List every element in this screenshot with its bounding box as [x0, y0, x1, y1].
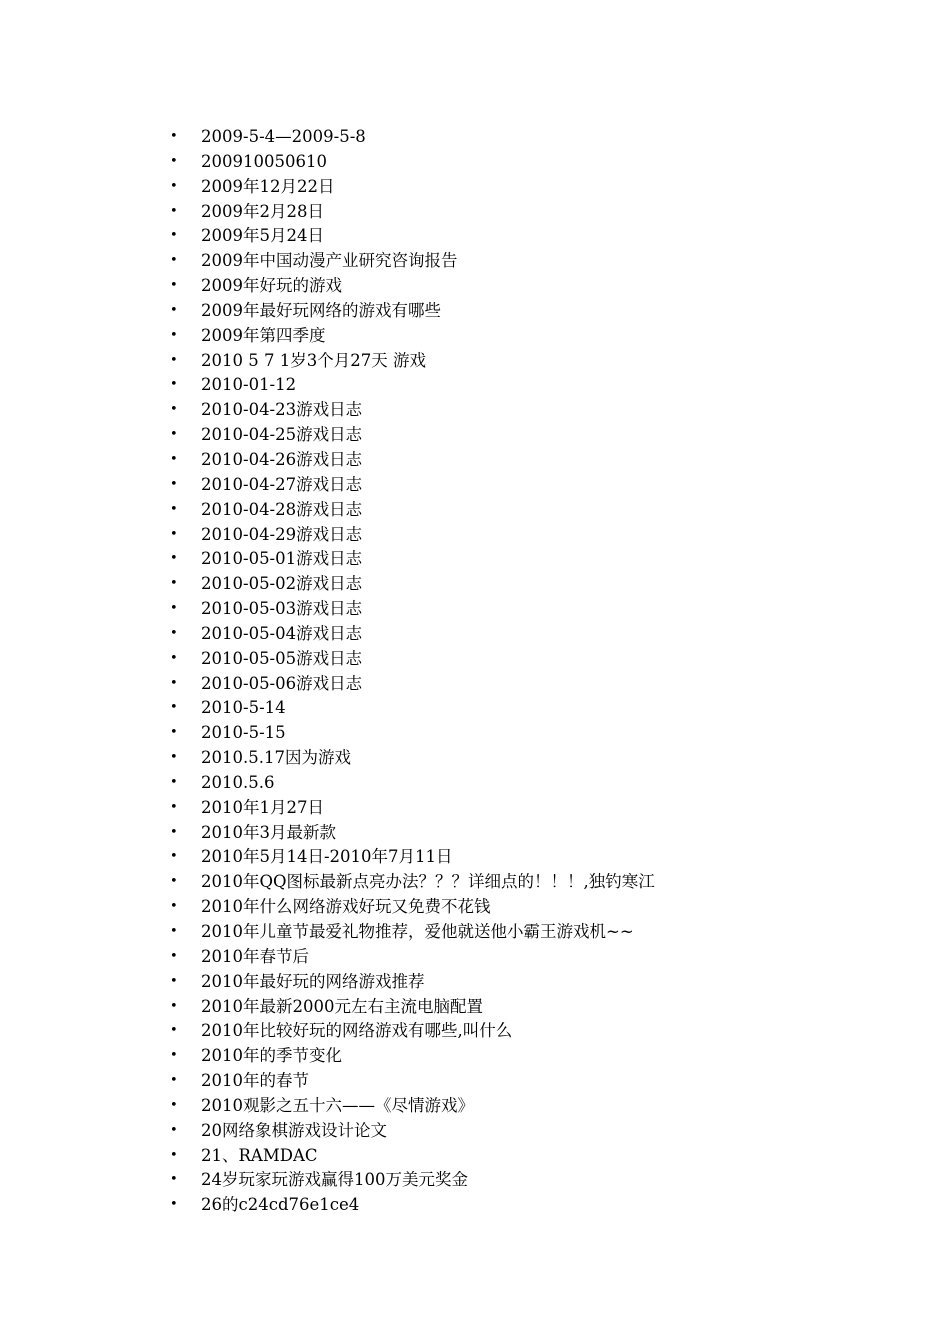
- bullet-icon: •: [170, 129, 178, 144]
- bullet-icon: •: [170, 1023, 178, 1039]
- list-item-text: 2010.5.6: [201, 772, 275, 792]
- bullet-icon: •: [170, 799, 178, 815]
- list-item-text: 2010年儿童节最爱礼物推荐，爱他就送他小霸王游戏机~~: [201, 922, 634, 941]
- list-item: [168, 498, 888, 523]
- bullet-icon: •: [170, 1097, 178, 1113]
- bullet-icon: •: [170, 501, 178, 517]
- list-item: [168, 373, 888, 398]
- list-item-text: 2010 5 7 1岁3个月27天 游戏: [201, 350, 426, 370]
- list-item-text: 2009年5月24日: [201, 226, 324, 246]
- bullet-icon: •: [170, 302, 178, 318]
- bullet-icon: •: [170, 178, 178, 194]
- bullet-icon: •: [170, 228, 178, 244]
- list-item-text: 2010年什么网络游戏好玩又免费不花钱: [201, 897, 491, 917]
- list-item: [168, 200, 888, 225]
- bullet-icon: •: [170, 625, 178, 641]
- list-item-text: 2009年12月22日: [201, 176, 335, 196]
- list-item-text: 2009年最好玩网络的游戏有哪些: [201, 300, 441, 320]
- list-item-text: 2010-04-23游戏日志: [201, 400, 363, 420]
- bullet-icon: •: [170, 203, 178, 219]
- list-item-text: 2009-5-4—2009-5-8: [201, 127, 366, 146]
- bullet-icon: •: [170, 1048, 178, 1064]
- bullet-icon: •: [170, 650, 178, 666]
- list-item: [168, 150, 888, 175]
- list-item: [168, 547, 888, 572]
- list-item: [168, 448, 888, 473]
- bullet-icon: •: [170, 924, 178, 939]
- bullet-icon: •: [170, 824, 178, 840]
- bullet-icon: •: [170, 899, 178, 915]
- bullet-icon: •: [170, 725, 178, 741]
- list-item: [168, 622, 888, 647]
- list-item-text: 2010-04-27游戏日志: [201, 474, 363, 494]
- list-item-text: 2010年3月最新款: [201, 822, 336, 842]
- list-item: [168, 945, 888, 970]
- bullet-icon: •: [170, 377, 178, 393]
- bullet-icon: •: [170, 601, 178, 617]
- list-item-text: 2010年最好玩的网络游戏推荐: [201, 971, 425, 991]
- list-item: [168, 845, 888, 870]
- list-item: [168, 1044, 888, 1069]
- list-item: [168, 995, 888, 1020]
- bullet-icon: •: [170, 278, 178, 294]
- list-item-text: 2010年QQ图标最新点亮办法？？？详细点的！！！,独钓寒江: [201, 872, 655, 892]
- list-item: [168, 1094, 888, 1119]
- list-item: [168, 572, 888, 597]
- list-item: [168, 771, 888, 796]
- bullet-icon: •: [170, 675, 178, 691]
- list-item: [168, 647, 888, 672]
- list-item: [168, 249, 888, 274]
- list-item: [168, 324, 888, 349]
- list-item: [168, 721, 888, 746]
- list-item-text: 2010-04-28游戏日志: [201, 499, 363, 519]
- list-item-text: 200910050610: [201, 151, 327, 171]
- list-item-text: 21、RAMDAC: [201, 1145, 318, 1165]
- list-item-text: 2010-05-02游戏日志: [201, 574, 363, 594]
- list-item: [168, 349, 888, 374]
- list-item: [168, 1119, 888, 1144]
- bullet-icon: •: [170, 1147, 178, 1163]
- bullet-icon: •: [170, 427, 178, 443]
- list-item: [168, 175, 888, 200]
- list-item-text: 2010年5月14日-2010年7月11日: [201, 847, 453, 867]
- list-item-text: 2010-04-26游戏日志: [201, 449, 363, 469]
- list-item-text: 2010年的春节: [201, 1071, 309, 1091]
- list-item: [168, 274, 888, 299]
- list-item-text: 2010.5.17因为游戏: [201, 748, 351, 768]
- bullet-icon: •: [170, 948, 178, 964]
- list-item-text: 2009年好玩的游戏: [201, 276, 342, 296]
- list-item-text: 2009年中国动漫产业研究咨询报告: [201, 251, 458, 271]
- bullet-icon: •: [170, 576, 178, 592]
- list-item-text: 24岁玩家玩游戏赢得100万美元奖金: [201, 1170, 468, 1190]
- list-item: [168, 1193, 888, 1218]
- bullet-icon: •: [170, 352, 178, 368]
- bullet-icon: •: [170, 750, 178, 766]
- list-item-text: 2010-04-29游戏日志: [201, 524, 363, 544]
- list-item: [168, 398, 888, 423]
- list-item-text: 2009年第四季度: [201, 325, 326, 345]
- bullet-icon: •: [170, 849, 178, 865]
- list-item: [168, 696, 888, 721]
- list-item: [168, 224, 888, 249]
- bullet-icon: •: [170, 1172, 178, 1188]
- bullet-icon: •: [170, 526, 178, 542]
- list-item: [168, 597, 888, 622]
- bullet-icon: •: [170, 402, 178, 418]
- list-item-text: 2010-05-06游戏日志: [201, 673, 363, 693]
- bullet-icon: •: [170, 253, 178, 269]
- bullet-icon: •: [170, 327, 178, 343]
- list-item-text: 2010年最新2000元左右主流电脑配置: [201, 996, 483, 1016]
- bullet-icon: •: [170, 1073, 178, 1089]
- list-item-text: 2010-5-15: [201, 723, 286, 743]
- list-item-text: 2010-05-05游戏日志: [201, 648, 363, 668]
- bullet-icon: •: [170, 451, 178, 467]
- list-item: [168, 796, 888, 821]
- bullet-icon: •: [170, 700, 178, 716]
- list-item-text: 2010观影之五十六——《尽情游戏》: [201, 1095, 474, 1115]
- list-item: [168, 746, 888, 771]
- list-item: [168, 1019, 888, 1044]
- list-item-text: 2010-05-03游戏日志: [201, 599, 363, 619]
- bullet-icon: •: [170, 476, 178, 492]
- list-item-text: 2010-01-12: [201, 375, 297, 395]
- bullet-icon: •: [170, 1122, 178, 1138]
- list-item: [168, 1168, 888, 1193]
- bullet-icon: •: [170, 153, 178, 169]
- bulleted-list: [168, 125, 888, 1218]
- list-item: [168, 672, 888, 697]
- bullet-icon: •: [170, 874, 178, 890]
- list-item: [168, 821, 888, 846]
- bullet-icon: •: [170, 973, 178, 989]
- list-item-text: 20网络象棋游戏设计论文: [201, 1120, 387, 1140]
- list-item-text: 2009年2月28日: [201, 201, 324, 221]
- list-item: [168, 1069, 888, 1094]
- list-item-text: 2010年春节后: [201, 946, 309, 966]
- list-item: [168, 473, 888, 498]
- bullet-icon: •: [170, 774, 178, 790]
- list-item: [168, 970, 888, 995]
- list-item-text: 2010-05-04游戏日志: [201, 623, 363, 643]
- list-item: [168, 1144, 888, 1169]
- list-item-text: 2010年比较好玩的网络游戏有哪些,叫什么: [201, 1021, 513, 1041]
- list-item: [168, 895, 888, 920]
- list-item: [168, 423, 888, 448]
- list-item: [168, 523, 888, 548]
- list-item-text: 2010-05-01游戏日志: [201, 549, 363, 569]
- list-item-text: 2010年的季节变化: [201, 1046, 342, 1066]
- list-item: [168, 299, 888, 324]
- list-item: [168, 870, 888, 895]
- list-item-text: 2010-5-14: [201, 698, 286, 718]
- list-item: [168, 125, 888, 150]
- list-item: [168, 920, 888, 945]
- bullet-icon: •: [170, 551, 178, 567]
- bullet-icon: •: [170, 1197, 178, 1213]
- list-item-text: 2010-04-25游戏日志: [201, 425, 363, 445]
- bullet-icon: •: [170, 998, 178, 1014]
- list-item-text: 2010年1月27日: [201, 797, 324, 817]
- list-item-text: 26的c24cd76e1ce4: [201, 1195, 360, 1215]
